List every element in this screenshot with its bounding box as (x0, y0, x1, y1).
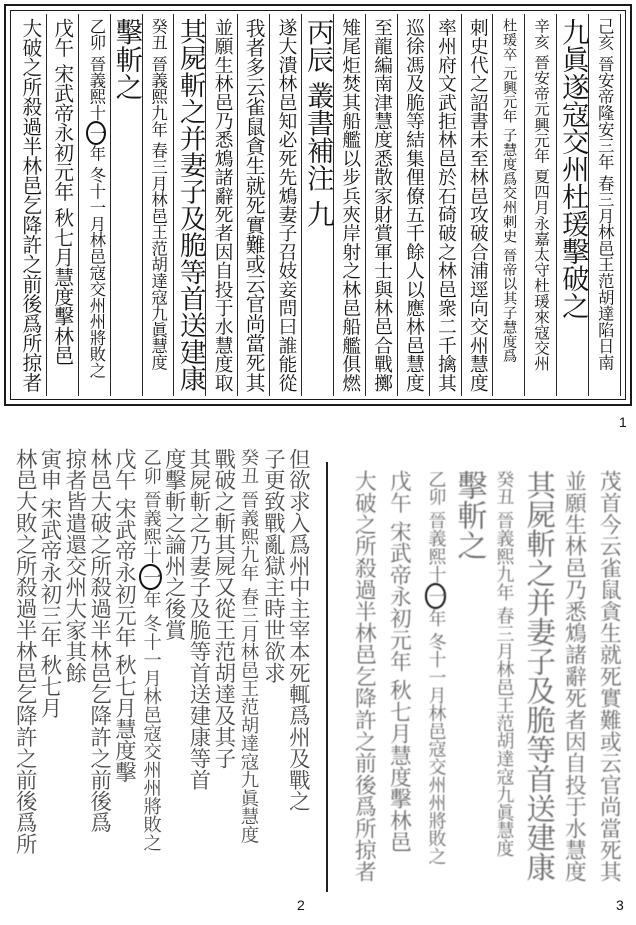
text-column: 擊斬之 (110, 18, 142, 101)
column-rule (461, 14, 462, 396)
text-column: 並願生林邑乃悉鴆諸辭死者因自投于水慧度 (561, 470, 587, 883)
page-image-2 (2, 440, 316, 880)
column-rule (269, 14, 270, 396)
text-column: 杜瑗卒 元興元年 子慧度爲交州刺史 晉帝以其子慧度爲 (500, 18, 517, 363)
text-column: 戰破之斬其屍又從王范胡達及其子 (210, 448, 236, 769)
text-column: 刺史代之詔書未至林邑攻破合浦逕向交州慧度 (466, 18, 488, 392)
text-column: 寅申 宋武帝永初三年 秋七月 (36, 448, 62, 719)
text-column: 率州府文武拒林邑於石碕破之林邑衆二千擒其 (434, 18, 456, 392)
text-column: 癸丑 晉義熙九年 春三月林邑王范胡達寇九眞慧度 (148, 18, 168, 371)
text-column: 巡徐馮及脆等結集俚僚五千餘人以應林邑慧度 (403, 18, 425, 392)
figure-label-1: 1 (619, 414, 627, 430)
column-rule (397, 14, 398, 396)
text-column: 辛亥 晉安帝元興元年 夏四月永嘉太守杜瑗來寇交州 (532, 18, 551, 372)
text-column: 但欲求入爲州中主宰本死輒爲州及戰之 (285, 448, 311, 812)
column-rule (237, 14, 238, 396)
text-column: 雉尾炬焚其船艦以步兵夾岸射之林邑船艦俱燃 (339, 18, 361, 392)
figure-label-3: 3 (616, 897, 624, 913)
text-column: 大破之所殺過半林邑乞降許之前後爲所掠者 (351, 470, 377, 883)
column-rule (620, 14, 621, 396)
text-column: 乙卯 晉義熙十一年 冬十一月林邑寇交州州將敗之 (140, 448, 162, 852)
column-rule (429, 14, 430, 396)
text-column: 己亥 晉安帝隆安三年 春三月林邑王范胡達陷日南 (595, 18, 615, 371)
text-column: 至龍編南津慧度悉散家財賞軍士與林邑合戰擲 (371, 18, 393, 392)
column-rule (142, 14, 143, 396)
column-rule (173, 14, 174, 396)
figure-label-2: 2 (297, 897, 305, 913)
column-rule (492, 14, 493, 396)
text-column: 戊午 宋武帝永初元年 秋七月慧度擊林邑 (50, 18, 74, 366)
column-rule (301, 14, 302, 396)
text-column: 戊午 宋武帝永初元年 秋七月慧度擊 (111, 448, 137, 783)
column-rule (588, 14, 589, 396)
text-column: 大破之所殺過半林邑乞降許之前後爲所掠者 (18, 18, 42, 393)
text-column: 九眞遂寇交州杜瑗擊破之 (556, 18, 588, 320)
text-column: 乙卯 晉義熙十一年 冬十一月林邑寇交州州將敗之 (425, 470, 447, 866)
circled-character: 一 (139, 564, 161, 590)
text-column: 癸丑 晉義熙九年 春三月林邑王范胡達寇九眞慧度 (238, 448, 260, 844)
text-column: 其屍斬之并妻子及脆等首送建康 (174, 18, 206, 392)
text-column: 林邑大敗之所殺過半林邑乞降許之前後爲所 (12, 448, 38, 855)
text-column: 戊午 宋武帝永初元年 秋七月慧度擊林邑 (386, 470, 412, 853)
text-column: 子更致戰亂獄主時世欲求 (260, 448, 286, 684)
text-column: 並願生林邑乃悉鴆諸辭死者因自投于水慧度取 (211, 18, 233, 392)
text-column: 我者多云雀鼠貪生就死實難或云官尚當死其 (242, 18, 266, 393)
text-column: 乙卯 晉義熙十一年 冬十一月林邑寇交州州將敗之 (86, 18, 106, 379)
column-rule (556, 14, 557, 396)
column-rule (365, 14, 366, 396)
text-column: 度擊斬之論州之後賞 (161, 448, 187, 641)
text-column: 掠者皆遣還交州大家其餘 (61, 448, 87, 684)
column-rule (524, 14, 525, 396)
column-rule (333, 14, 334, 396)
column-rule (46, 14, 47, 396)
text-column: 其屍斬之乃妻子及脆等首送建康等首 (185, 448, 211, 791)
text-column: 擊斬之 (451, 470, 487, 561)
column-rule (78, 14, 79, 396)
page-image-1 (4, 4, 632, 406)
text-column: 丙辰 叢書補注 九 (301, 18, 333, 228)
page-image-3 (326, 462, 632, 892)
text-column: 茂首今云雀鼠貪生就死實難或云官尚當死其 (596, 470, 622, 883)
text-column: 癸丑 晉義熙九年 春三月林邑王范胡達寇九眞慧度 (493, 470, 515, 858)
circled-character: 一 (425, 583, 447, 609)
text-column: 林邑大破之所殺過半林邑乞降許之前後爲 (86, 448, 112, 834)
column-rule (110, 14, 111, 396)
text-column: 其屍斬之并妻子及脆等首送建康 (522, 470, 557, 882)
circled-character: 一 (86, 121, 106, 145)
text-column: 遂大潰林邑知必死先鴆妻子召妓妾問曰誰能從 (275, 18, 297, 392)
